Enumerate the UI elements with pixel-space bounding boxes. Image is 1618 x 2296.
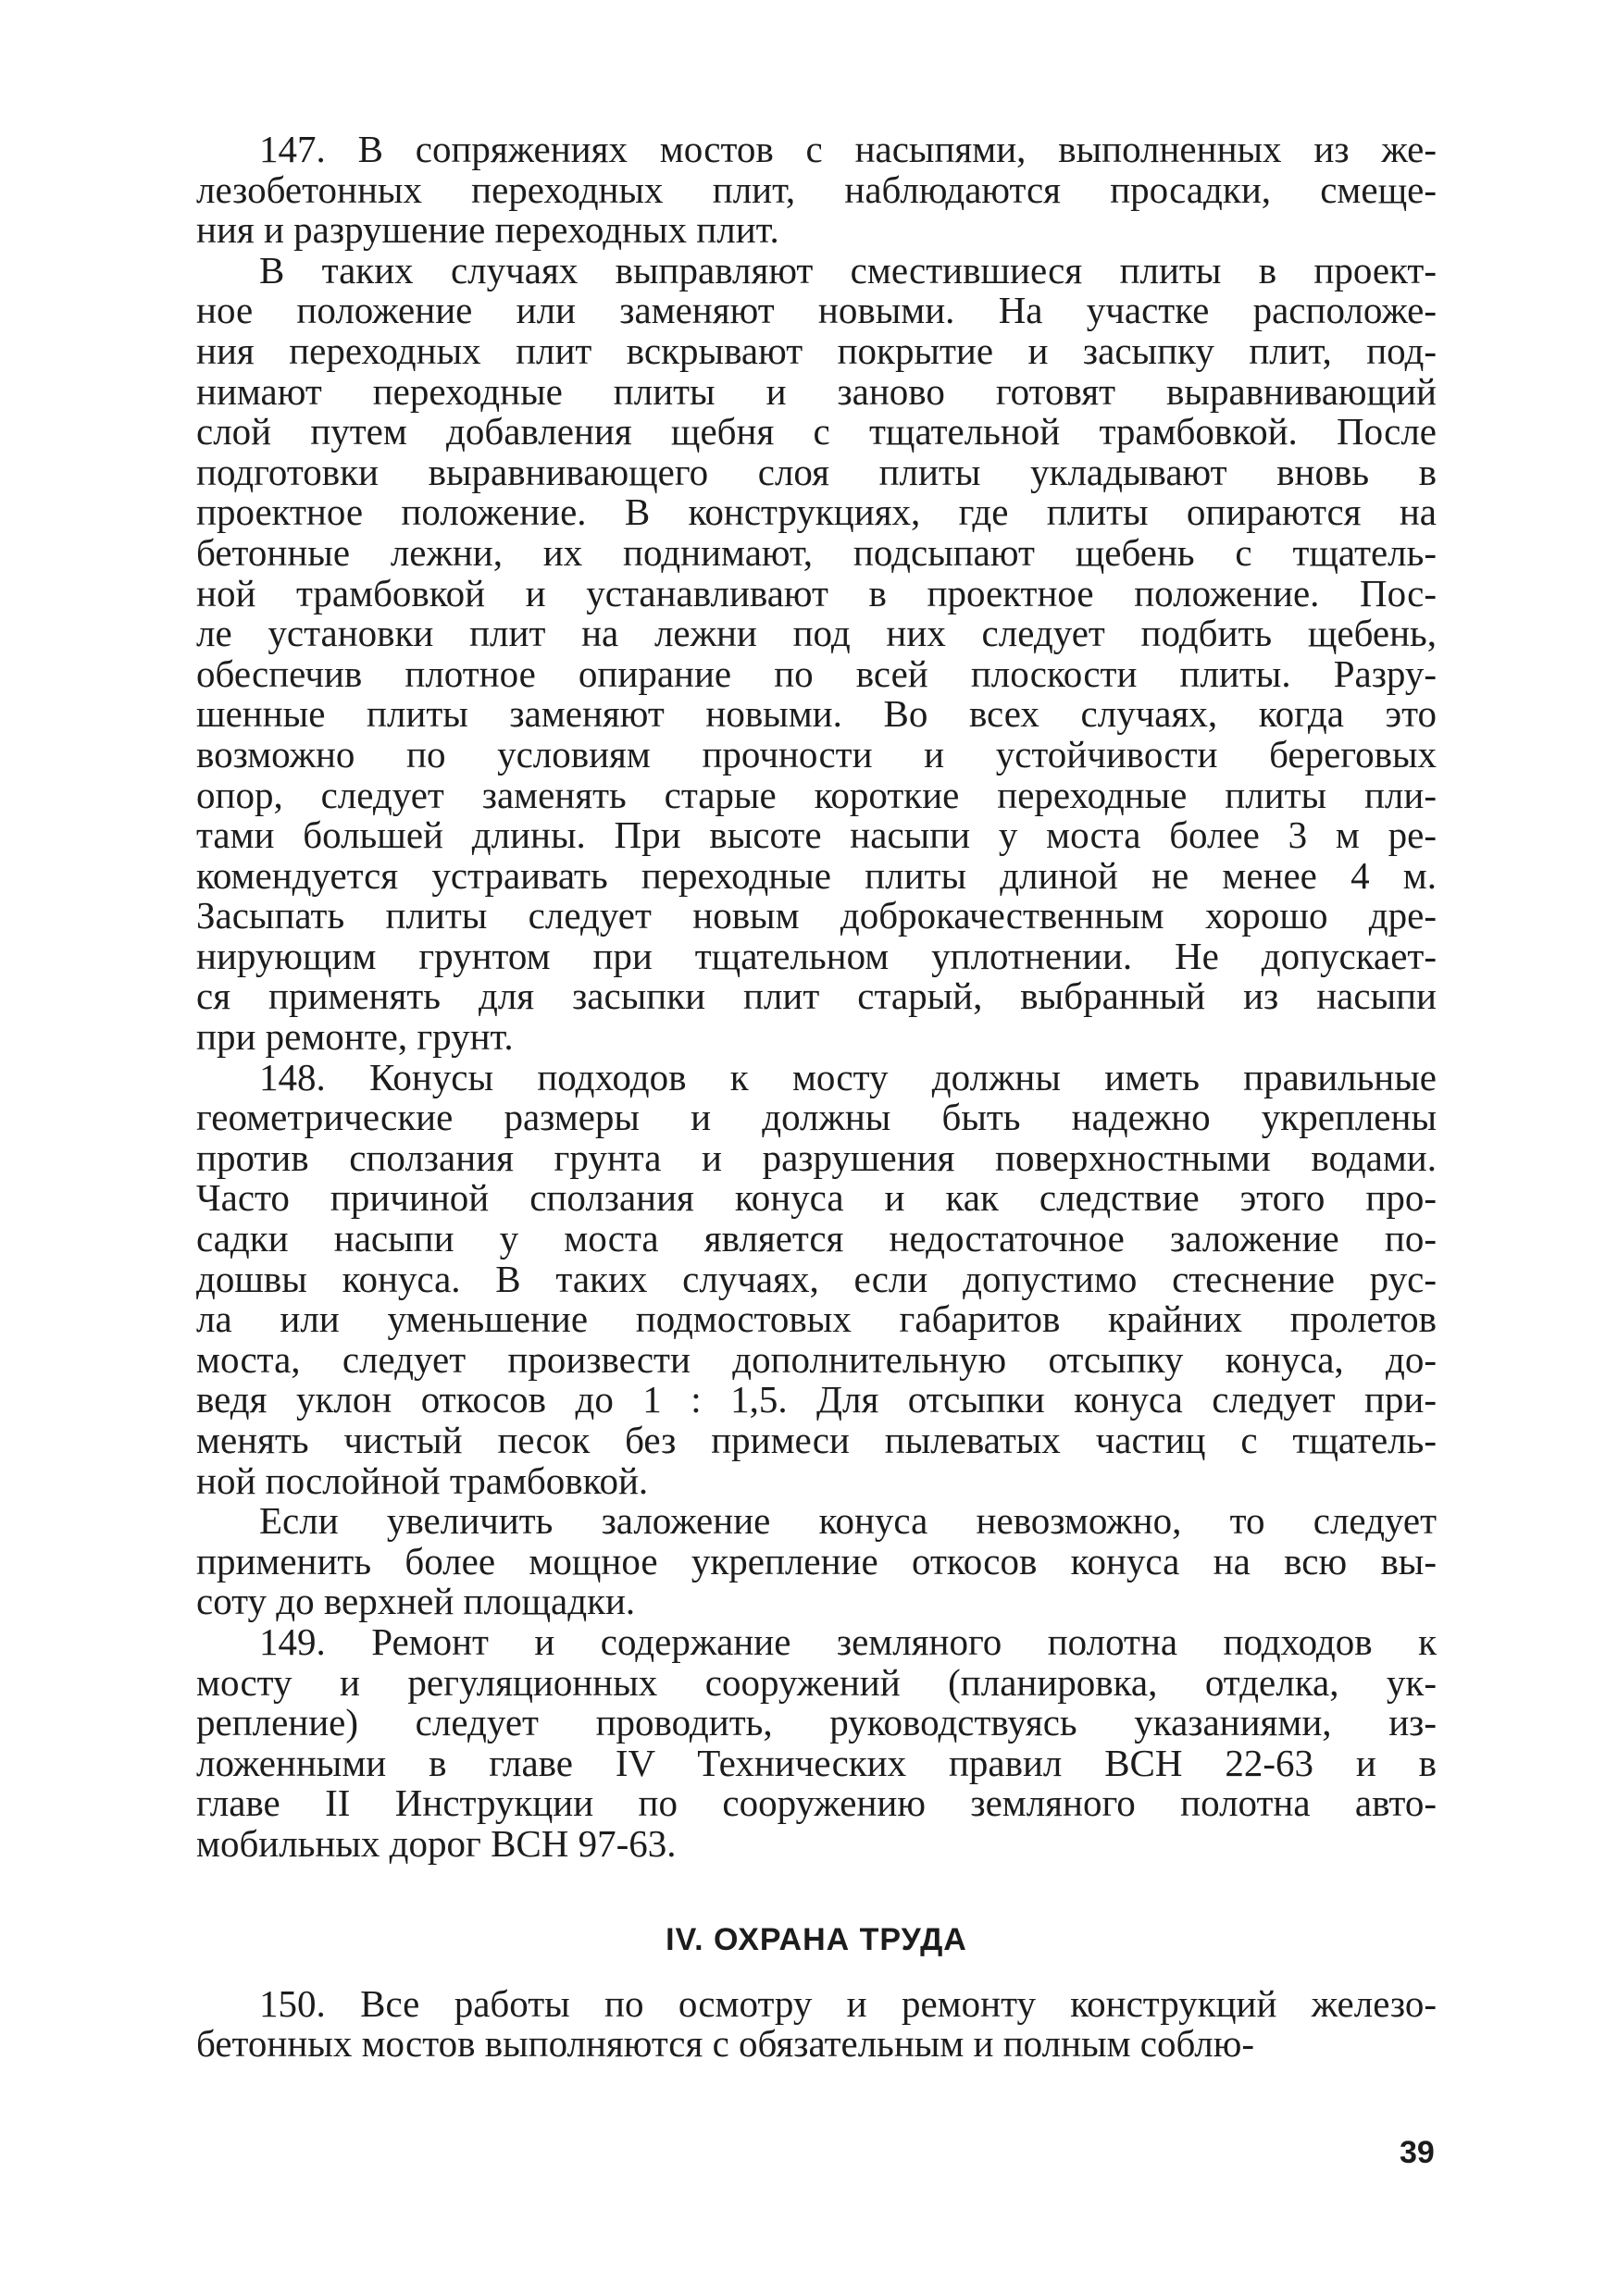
- text-line: 150. Все работы по осмотру и ремонту конструкций железо-: [259, 1981, 1437, 2025]
- text-line: тами большей длины. При высоте насыпи у моста более 3 м ре-: [196, 813, 1437, 857]
- text-line: нирующим грунтом при тщательном уплотнении. Не допускает-: [196, 934, 1437, 977]
- paragraph-p149: [196, 1622, 1437, 1865]
- text-line: Засыпать плиты следует новым доброкачественным хорошо дре-: [196, 894, 1437, 937]
- text-line: мосту и регуляционных сооружений (планировка, отделка, ук-: [196, 1660, 1437, 1704]
- text-line: подготовки выравнивающего слоя плиты укладывают вновь в: [196, 450, 1437, 493]
- text-line: ла или уменьшение подмостовых габаритов крайних пролетов: [196, 1297, 1437, 1341]
- text-line: садки насыпи у моста является недостаточное заложение по-: [196, 1217, 1437, 1260]
- text-line: против сползания грунта и разрушения поверхностными водами.: [196, 1136, 1437, 1179]
- text-line: дошвы конуса. В таких случаях, если допустимо стеснение рус-: [196, 1257, 1437, 1300]
- paragraph-p147b: [196, 248, 1437, 1059]
- text-line: нимают переходные плиты и заново готовят выравнивающий: [196, 369, 1437, 413]
- text-line: 147. В сопряжениях мостов с насыпями, выполненных из же-: [259, 128, 1437, 170]
- paragraph-p148: [196, 1055, 1437, 1502]
- paragraph-p150: [196, 1981, 1437, 2066]
- text-line: лезобетонных переходных плит, наблюдаются просадки, смеще-: [196, 168, 1437, 211]
- text-line: ное положение или заменяют новыми. На участке расположе-: [196, 289, 1437, 332]
- text-line: ния и разрушение переходных плит.: [196, 208, 779, 252]
- text-line: ложенными в главе IV Технических правил ВСН 22-63 и в: [196, 1741, 1437, 1784]
- page-number: 39: [1400, 2135, 1435, 2170]
- text-line: бетонных мостов выполняются с обязательным и полным соблю-: [196, 2022, 1255, 2066]
- text-after-heading: [196, 1981, 1437, 2066]
- text-line: репление) следует проводить, руководствуясь указаниями, из-: [196, 1701, 1437, 1744]
- text-line: ной трамбовкой и устанавливают в проектное положение. Пос-: [196, 571, 1437, 614]
- text-line: менять чистый песок без примеси пылеватых частиц с тщатель-: [196, 1419, 1437, 1461]
- text-line: В таких случаях выправляют сместившиеся плиты в проект-: [259, 248, 1437, 292]
- text-line: опор, следует заменять старые короткие переходные плиты пли-: [196, 773, 1437, 816]
- text-line: главе II Инструкции по сооружению земляного полотна авто-: [196, 1781, 1437, 1825]
- text-line: Часто причиной сползания конуса и как следствие этого про-: [196, 1176, 1437, 1220]
- text-line: 149. Ремонт и содержание земляного полотна подходов к: [259, 1620, 1437, 1663]
- text-line: ле установки плит на лежни под них следует подбить щебень,: [196, 612, 1437, 655]
- text-line: 148. Конусы подходов к мосту должны иметь правильные: [259, 1055, 1437, 1098]
- text-line: ной послойной трамбовкой.: [196, 1458, 649, 1502]
- text-line: применить более мощное укрепление откосов конуса на всю вы-: [196, 1539, 1437, 1582]
- text-line: соту до верхней площадки.: [196, 1580, 636, 1623]
- text-line: проектное положение. В конструкциях, где плиты опираются на: [196, 490, 1437, 534]
- section-heading: IV. ОХРАНА ТРУДА: [666, 1921, 967, 1957]
- text-line: ся применять для засыпки плит старый, выбранный из насыпи: [196, 974, 1437, 1018]
- text-line: шенные плиты заменяют новыми. Во всех случаях, когда это: [196, 692, 1437, 736]
- text-line: бетонные лежни, их поднимают, подсыпают щебень с тщатель-: [196, 530, 1437, 574]
- text-line: геометрические размеры и должны быть надежно укреплены: [196, 1096, 1437, 1139]
- text-line: моста, следует произвести дополнительную отсыпку конуса, до-: [196, 1337, 1437, 1381]
- text-line: комендуется устраивать переходные плиты длиной не менее 4 м.: [196, 853, 1437, 897]
- page-content: [196, 130, 1437, 2065]
- paragraph-p148b: [196, 1501, 1437, 1622]
- paragraph-p147: [196, 130, 1437, 251]
- text-line: ведя уклон откосов до 1 : 1,5. Для отсыпки конуса следует при-: [196, 1378, 1437, 1421]
- text-line: ния переходных плит вскрывают покрытие и засыпку плит, под-: [196, 329, 1437, 372]
- text-line: обеспечив плотное опирание по всей плоскости плиты. Разру-: [196, 652, 1437, 695]
- text-line: Если увеличить заложение конуса невозможно, то следует: [259, 1499, 1437, 1543]
- text-line: мобильных дорог ВСН 97-63.: [196, 1821, 677, 1865]
- text-line: слой путем добавления щебня с тщательной трамбовкой. После: [196, 410, 1437, 453]
- text-line: при ремонте, грунт.: [196, 1015, 514, 1059]
- text-line: возможно по условиям прочности и устойчивости береговых: [196, 732, 1437, 776]
- text-before-heading: [196, 130, 1437, 1865]
